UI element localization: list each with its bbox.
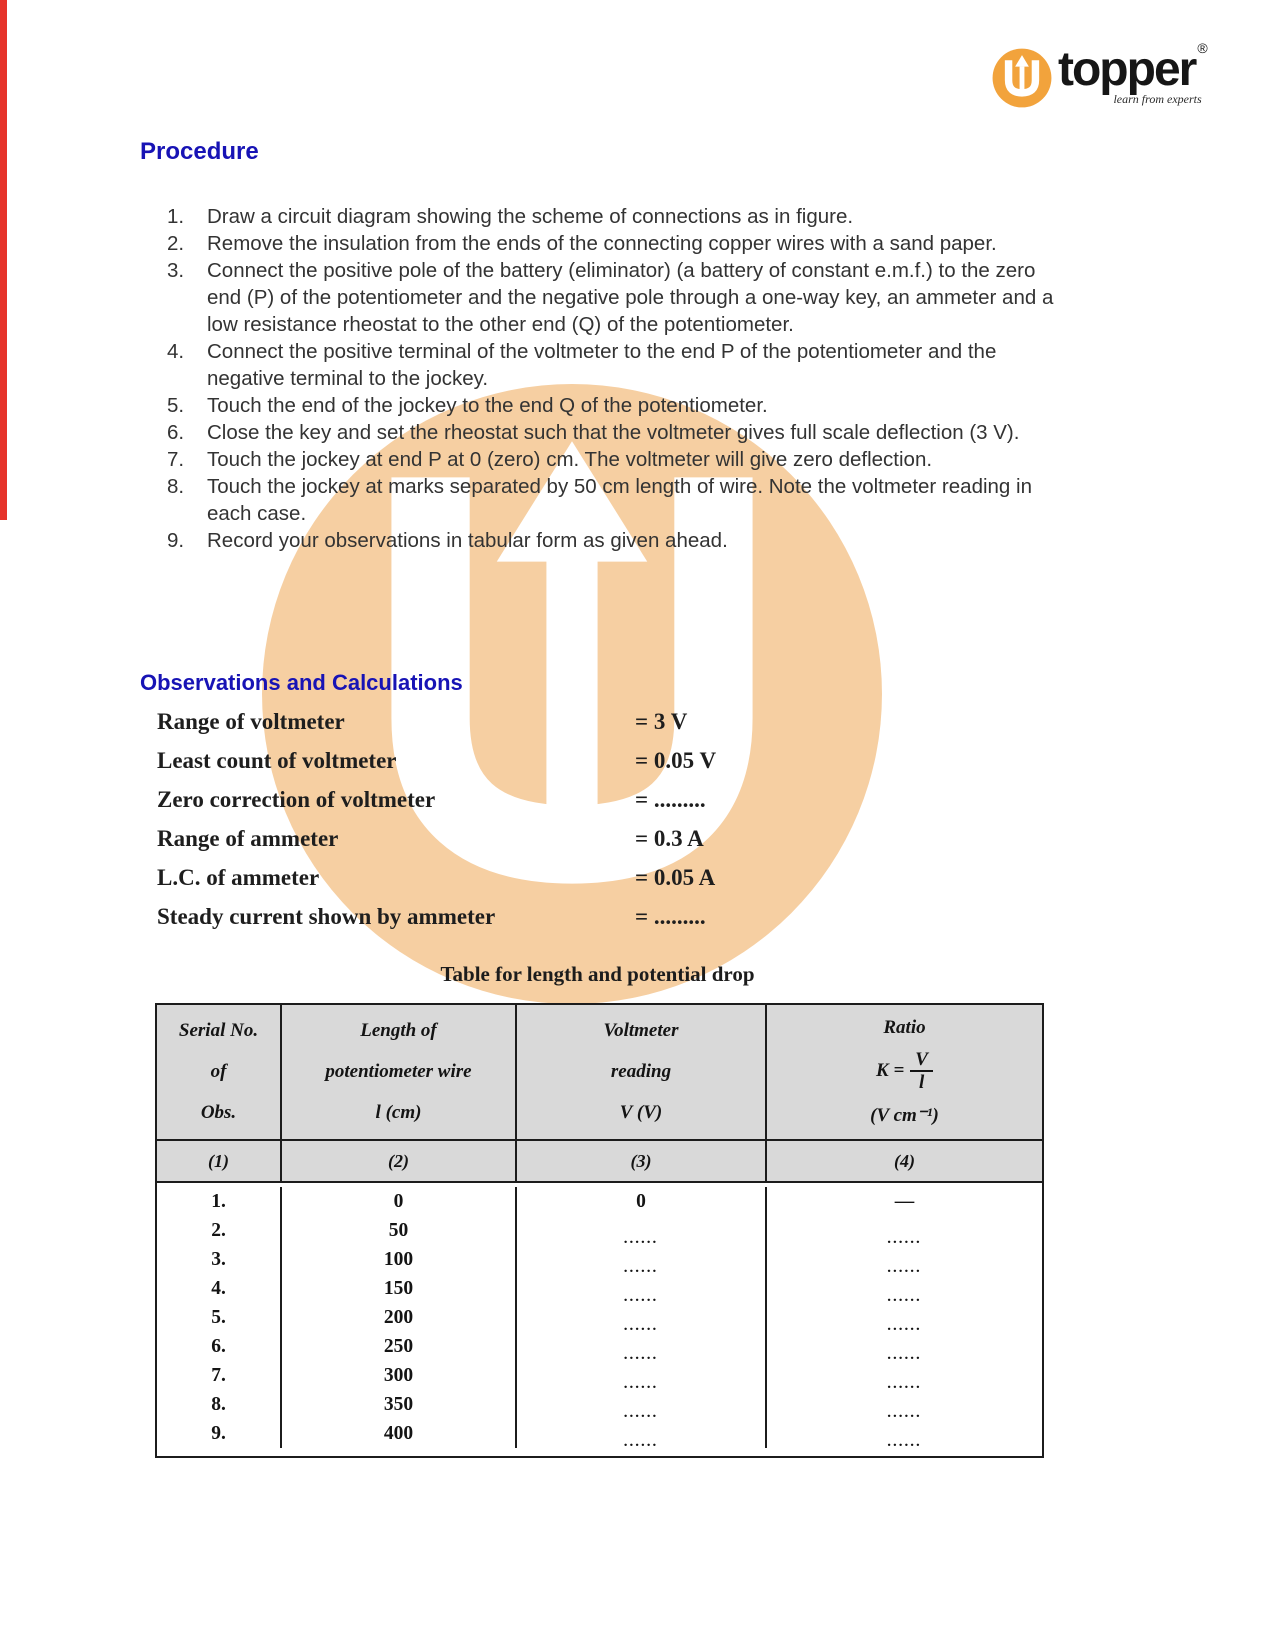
column-number: (1)	[157, 1141, 282, 1181]
step-number: 5.	[167, 394, 185, 417]
procedure-step	[167, 203, 1072, 230]
table-cell-sno: 7.	[157, 1361, 282, 1390]
procedure-step	[167, 392, 1072, 419]
table-title: Table for length and potential drop	[440, 962, 755, 986]
table-cell-reading: ......	[517, 1303, 767, 1332]
step-text: Touch the jockey at end P at 0 (zero) cm. The voltmeter will give zero deflection.	[207, 448, 933, 471]
table-row	[157, 1216, 1042, 1245]
observation-row	[157, 702, 857, 741]
u-arrow-logo-icon	[992, 48, 1052, 108]
table-cell-ratio: ......	[887, 1434, 922, 1450]
table-cell-reading: ......	[517, 1274, 767, 1303]
observation-row	[157, 897, 857, 936]
table-cell-length: 300	[282, 1361, 517, 1390]
column-number: (2)	[282, 1141, 517, 1181]
header-voltmeter: Voltmeter reading V (V)	[517, 1005, 767, 1139]
step-number: 7.	[167, 448, 185, 471]
table-cell-length: 150	[282, 1274, 517, 1303]
table-cell-sno: 6.	[157, 1332, 282, 1361]
table-cell-reading: ......	[517, 1390, 767, 1419]
data-table	[155, 1003, 1044, 1458]
table-cell-sno: 2.	[157, 1216, 282, 1245]
table-cell-length: 400	[282, 1419, 517, 1448]
brand-name: topper	[1058, 43, 1196, 96]
step-number: 2.	[167, 232, 185, 255]
table-cell-ratio: ......	[887, 1318, 922, 1334]
table-cell-ratio: ......	[887, 1405, 922, 1421]
table-cell-sno: 1.	[157, 1187, 282, 1216]
brand-tagline: learn from experts	[1113, 92, 1202, 106]
table-header-row	[157, 1005, 1042, 1141]
observation-label: Least count of voltmeter	[157, 748, 397, 773]
table-column-numbers-row	[157, 1141, 1042, 1183]
table-cell-ratio: ......	[887, 1260, 922, 1276]
brand-logo	[992, 42, 1206, 108]
step-text: Record your observations in tabular form as given ahead.	[207, 529, 728, 552]
table-cell-length: 50	[282, 1216, 517, 1245]
table-cell-reading: ......	[517, 1216, 767, 1245]
observations-list	[157, 702, 857, 936]
table-cell-length: 250	[282, 1332, 517, 1361]
column-number: (3)	[517, 1141, 767, 1181]
step-number: 3.	[167, 259, 185, 282]
table-row	[157, 1332, 1042, 1361]
step-number: 8.	[167, 475, 185, 498]
procedure-step	[167, 527, 1072, 554]
observation-label: L.C. of ammeter	[157, 865, 320, 890]
table-cell-reading: ......	[517, 1419, 767, 1448]
table-row	[157, 1187, 1042, 1216]
table-cell-sno: 3.	[157, 1245, 282, 1274]
procedure-steps	[167, 203, 1072, 554]
ratio-formula: K = $\frac{V}{l}$	[876, 1050, 933, 1092]
table-cell-length: 100	[282, 1245, 517, 1274]
table-cell-ratio: ......	[887, 1376, 922, 1392]
procedure-step	[167, 473, 1072, 527]
step-text: Touch the jockey at marks separated by 50 cm length of wire. Note the voltmeter reading in each case.	[207, 475, 1032, 525]
procedure-step	[167, 338, 1072, 392]
observations-heading: Observations and Calculations	[140, 670, 463, 695]
table-cell-reading: ......	[517, 1245, 767, 1274]
table-cell-ratio: ......	[887, 1347, 922, 1363]
table-body	[157, 1183, 1042, 1456]
table-cell-ratio: ......	[887, 1289, 922, 1305]
table-cell-length: 200	[282, 1303, 517, 1332]
header-length: Length of potentiometer wire l (cm)	[282, 1005, 517, 1139]
table-row	[157, 1274, 1042, 1303]
observation-label: Steady current shown by ammeter	[157, 904, 496, 929]
table-cell-sno: 5.	[157, 1303, 282, 1332]
step-number: 4.	[167, 340, 185, 363]
header-ratio: Ratio K = $\frac{V}{l}$ (V cm⁻¹)	[870, 1016, 939, 1127]
step-text: Connect the positive terminal of the voltmeter to the end P of the potentiometer and the negative terminal to the jockey.	[207, 340, 997, 390]
table-cell-length: 350	[282, 1390, 517, 1419]
observation-value: = 0.3 A	[635, 826, 704, 851]
observation-label: Range of voltmeter	[157, 709, 345, 734]
observation-label: Range of ammeter	[157, 826, 339, 851]
observation-row	[157, 741, 857, 780]
procedure-step	[167, 419, 1072, 446]
observation-row	[157, 780, 857, 819]
step-number: 1.	[167, 205, 185, 228]
table-row	[157, 1390, 1042, 1419]
table-cell-sno: 4.	[157, 1274, 282, 1303]
observation-value: = 0.05 V	[635, 748, 717, 773]
table-cell-reading: 0	[517, 1187, 767, 1216]
procedure-heading: Procedure	[140, 138, 259, 165]
table-row	[157, 1361, 1042, 1390]
table-cell-ratio: —	[894, 1190, 915, 1212]
observation-label: Zero correction of voltmeter	[157, 787, 436, 812]
table-cell-sno: 8.	[157, 1390, 282, 1419]
registered-mark: ®	[1197, 40, 1208, 56]
observation-row	[157, 858, 857, 897]
step-number: 9.	[167, 529, 185, 552]
left-red-bar	[0, 0, 7, 520]
header-serial-no: Serial No. of Obs.	[157, 1005, 282, 1139]
procedure-step	[167, 446, 1072, 473]
procedure-step	[167, 230, 1072, 257]
observation-value: = .........	[635, 904, 706, 929]
table-cell-reading: ......	[517, 1361, 767, 1390]
observation-row	[157, 819, 857, 858]
table-cell-sno: 9.	[157, 1419, 282, 1448]
table-row	[157, 1245, 1042, 1274]
column-number: (4)	[894, 1150, 915, 1171]
observation-value: = 0.05 A	[635, 865, 716, 890]
step-text: Connect the positive pole of the battery (eliminator) (a battery of constant e.m.f.) to the zero end (P) of the potentiometer and the negative pole through a one-way key, an ammeter and a low resistance rheostat to the other end (Q) of the potentiometer.	[207, 259, 1054, 336]
observation-value: = .........	[635, 787, 706, 812]
table-cell-length: 0	[282, 1187, 517, 1216]
table-cell-reading: ......	[517, 1332, 767, 1361]
ratio-fraction: $\frac{V}{l}$	[910, 1050, 933, 1092]
step-text: Touch the end of the jockey to the end Q of the potentiometer.	[207, 394, 768, 417]
observation-value: = 3 V	[635, 709, 688, 734]
table-row	[157, 1419, 1042, 1448]
table-row	[157, 1303, 1042, 1332]
step-number: 6.	[167, 421, 185, 444]
step-text: Remove the insulation from the ends of the connecting copper wires with a sand paper.	[207, 232, 997, 255]
step-text: Close the key and set the rheostat such that the voltmeter gives full scale deflection (3 V).	[207, 421, 1020, 444]
procedure-step	[167, 257, 1072, 338]
table-cell-ratio: ......	[887, 1231, 922, 1247]
step-text: Draw a circuit diagram showing the scheme of connections as in figure.	[207, 205, 854, 228]
